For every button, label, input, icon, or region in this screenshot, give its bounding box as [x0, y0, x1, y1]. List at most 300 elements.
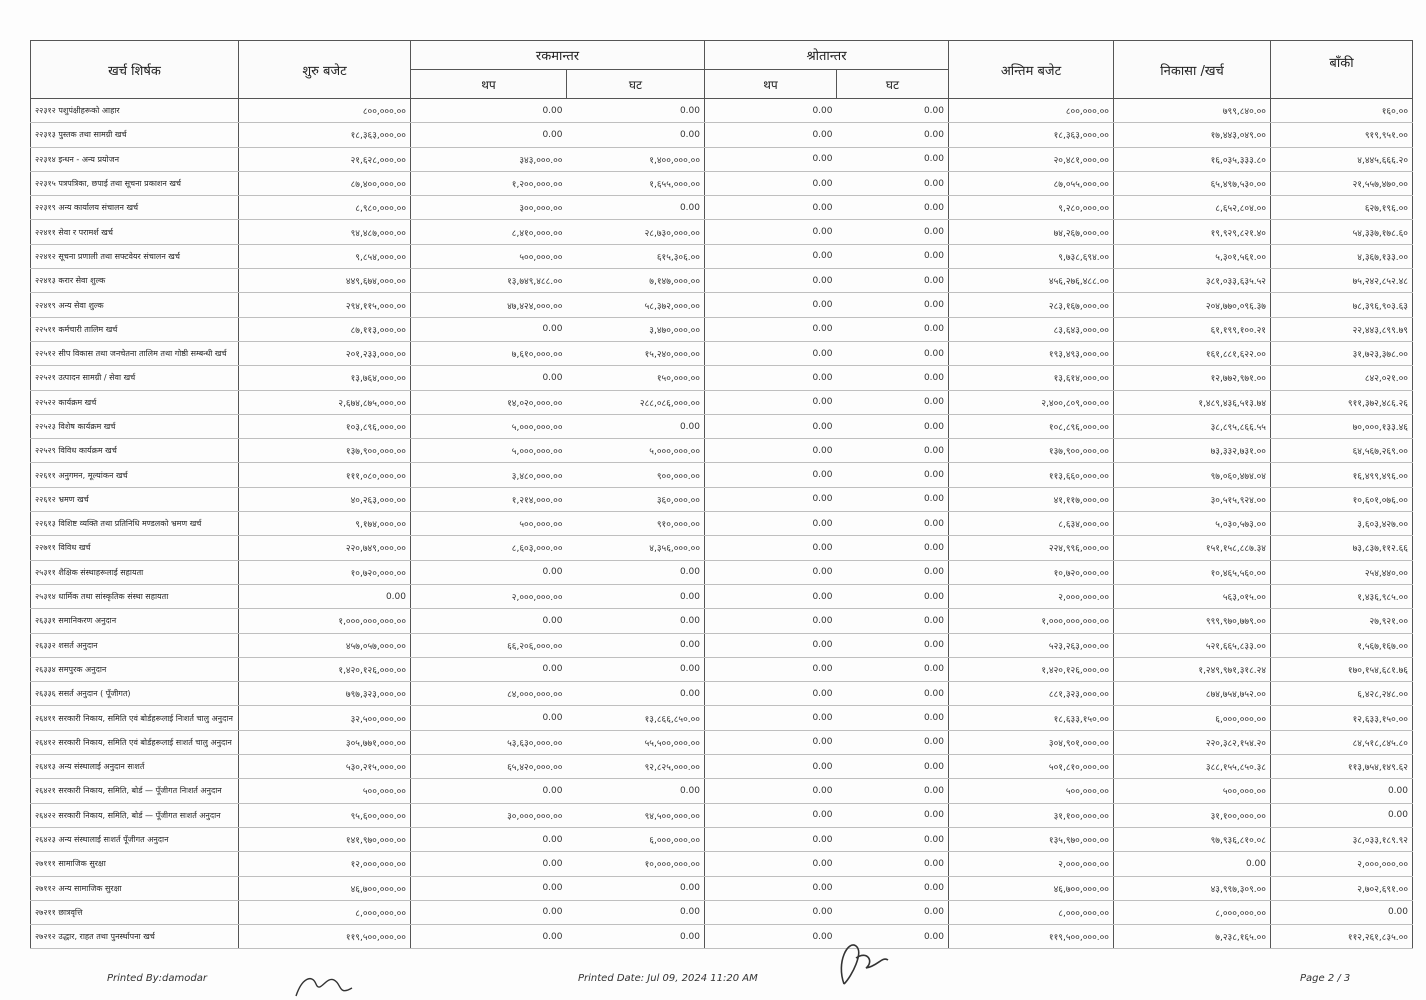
cell-transfer-plus: १,२००,०००.००: [411, 171, 567, 195]
cell-initial-budget: ८००,०००.००: [239, 99, 411, 123]
cell-expenditure: ३१,१००,०००.००: [1114, 803, 1271, 827]
col-initial-budget: शुरु बजेट: [239, 41, 411, 99]
cell-initial-budget: ५३०,२१५,०००.००: [239, 755, 411, 779]
cell-source-plus: 0.00: [705, 196, 837, 220]
cell-head: २२६१२ भ्रमण खर्च: [31, 487, 239, 511]
cell-head: २२६१३ विशिष्ट व्यक्ति तथा प्रतिनिधि मण्डलको भ्रमण खर्च: [31, 512, 239, 536]
cell-source-minus: 0.00: [837, 341, 949, 365]
cell-initial-budget: ९,८५४,०००.००: [239, 244, 411, 268]
cell-source-plus: 0.00: [705, 560, 837, 584]
cell-source-minus: 0.00: [837, 147, 949, 171]
cell-source-plus: 0.00: [705, 341, 837, 365]
cell-transfer-plus: ८४,०००,०००.००: [411, 682, 567, 706]
cell-transfer-minus: 0.00: [567, 560, 705, 584]
table-row: [31, 487, 1413, 511]
cell-head: २६४२१ सरकारी निकाय, समिति, बोर्ड — पूँजीगत निःशर्त अनुदान: [31, 779, 239, 803]
cell-source-minus: 0.00: [837, 803, 949, 827]
cell-transfer-plus: 0.00: [411, 123, 567, 147]
cell-balance: ५४,३३७,१७८.६०: [1271, 220, 1413, 244]
cell-initial-budget: ८,९८०,०००.००: [239, 196, 411, 220]
cell-head: २२७११ विविध खर्च: [31, 536, 239, 560]
cell-initial-budget: ११९,५००,०००.००: [239, 925, 411, 949]
cell-source-plus: 0.00: [705, 317, 837, 341]
cell-balance: ९११,३७२,४८६.२६: [1271, 390, 1413, 414]
cell-transfer-minus: १५०,०००.००: [567, 366, 705, 390]
cell-balance: ३,६०३,४२७.००: [1271, 512, 1413, 536]
cell-expenditure: ७,२३८,१६५.००: [1114, 925, 1271, 949]
table-row: [31, 706, 1413, 730]
cell-final-budget: ११९,५००,०००.००: [949, 925, 1114, 949]
col-transfer-minus: घट: [567, 70, 705, 99]
table-row: [31, 512, 1413, 536]
cell-transfer-minus: 0.00: [567, 196, 705, 220]
cell-source-minus: 0.00: [837, 827, 949, 851]
cell-transfer-plus: ६५,४२०,०००.००: [411, 755, 567, 779]
cell-final-budget: १,०००,०००,०००.००: [949, 609, 1114, 633]
cell-transfer-plus: 0.00: [411, 366, 567, 390]
cell-head: २६३३४ समपुरक अनुदान: [31, 657, 239, 681]
cell-expenditure: १५१,१५८,८८७.३४: [1114, 536, 1271, 560]
cell-transfer-plus: ५००,०००.००: [411, 512, 567, 536]
cell-transfer-minus: १५,२४०,०००.००: [567, 341, 705, 365]
cell-expenditure: ४३,९९७,३०९.००: [1114, 876, 1271, 900]
cell-balance: १७०,१५४,६८१.७६: [1271, 657, 1413, 681]
cell-initial-budget: ९,१७४,०००.००: [239, 512, 411, 536]
cell-expenditure: ७३,३३२,७३१.००: [1114, 439, 1271, 463]
cell-expenditure: ६,०००,०००.००: [1114, 706, 1271, 730]
cell-transfer-plus: ७,६१०,०००.००: [411, 341, 567, 365]
cell-balance: १६,४९९,४९६.००: [1271, 463, 1413, 487]
table-row: [31, 414, 1413, 438]
cell-transfer-plus: १३,७४९,४८८.००: [411, 269, 567, 293]
cell-source-plus: 0.00: [705, 439, 837, 463]
cell-source-plus: 0.00: [705, 536, 837, 560]
cell-source-plus: 0.00: [705, 682, 837, 706]
cell-final-budget: ९,७३८,६९४.००: [949, 244, 1114, 268]
cell-initial-budget: १०,७२०,०००.००: [239, 560, 411, 584]
cell-expenditure: ३८,८९५,८६६.५५: [1114, 414, 1271, 438]
cell-transfer-plus: 0.00: [411, 925, 567, 949]
cell-balance: ११२,२६१,८३५.००: [1271, 925, 1413, 949]
table-row: [31, 755, 1413, 779]
cell-head: २२३१९ अन्य कार्यालय संचालन खर्च: [31, 196, 239, 220]
cell-final-budget: २२४,९९६,०००.००: [949, 536, 1114, 560]
cell-transfer-plus: ४७,४२४,०००.००: [411, 293, 567, 317]
cell-initial-budget: १३,७६४,०००.००: [239, 366, 411, 390]
cell-source-plus: 0.00: [705, 803, 837, 827]
cell-source-minus: 0.00: [837, 900, 949, 924]
cell-source-plus: 0.00: [705, 584, 837, 608]
cell-balance: ७८,३९६,९०३.६३: [1271, 293, 1413, 317]
cell-source-minus: 0.00: [837, 925, 949, 949]
cell-expenditure: ५६३,०१५.००: [1114, 584, 1271, 608]
cell-balance: 0.00: [1271, 900, 1413, 924]
table-row: [31, 244, 1413, 268]
cell-head: २६३३२ शसर्त अनुदान: [31, 633, 239, 657]
cell-balance: ६४,५६७,२६९.००: [1271, 439, 1413, 463]
cell-balance: ९१९,९५१.००: [1271, 123, 1413, 147]
cell-head: २६४१३ अन्य संस्थालाई अनुदान सःशर्त: [31, 755, 239, 779]
cell-head: २२४१९ अन्य सेवा शुल्क: [31, 293, 239, 317]
cell-head: २७१११ सामाजिक सुरक्षा: [31, 852, 239, 876]
table-row: [31, 536, 1413, 560]
cell-head: २२४११ सेवा र परामर्श खर्च: [31, 220, 239, 244]
cell-initial-budget: ४५७,०५७,०००.००: [239, 633, 411, 657]
cell-transfer-minus: 0.00: [567, 609, 705, 633]
page-number: Page 2 / 3: [1300, 973, 1351, 984]
cell-source-plus: 0.00: [705, 147, 837, 171]
cell-transfer-plus: ३४३,०००.००: [411, 147, 567, 171]
cell-transfer-minus: ६१५,३०६.००: [567, 244, 705, 268]
cell-expenditure: ७९९,८४०.००: [1114, 99, 1271, 123]
cell-balance: २१,५५७,४७०.००: [1271, 171, 1413, 195]
cell-source-minus: 0.00: [837, 317, 949, 341]
col-final-budget: अन्तिम बजेट: [949, 41, 1114, 99]
cell-expenditure: ३८८,१५५,८५०.३८: [1114, 755, 1271, 779]
cell-head: २६३३६ ससर्त अनुदान ( पूँजीगत): [31, 682, 239, 706]
cell-source-plus: 0.00: [705, 123, 837, 147]
cell-head: २२६११ अनुगमन, मूल्यांकन खर्च: [31, 463, 239, 487]
cell-transfer-minus: ९२,८२५,०००.००: [567, 755, 705, 779]
cell-transfer-plus: ५३,६३०,०००.००: [411, 730, 567, 754]
table-row: [31, 317, 1413, 341]
cell-source-plus: 0.00: [705, 463, 837, 487]
cell-initial-budget: १३७,९००,०००.००: [239, 439, 411, 463]
cell-transfer-minus: २८८,०८६,०००.००: [567, 390, 705, 414]
cell-initial-budget: १८,३६३,०००.००: [239, 123, 411, 147]
cell-initial-budget: १११,०८०,०००.००: [239, 463, 411, 487]
cell-initial-budget: ४६,७००,०००.००: [239, 876, 411, 900]
cell-initial-budget: १,४२०,१२६,०००.००: [239, 657, 411, 681]
cell-head: २५३११ शैक्षिक संस्थाहरूलाई सहायता: [31, 560, 239, 584]
cell-expenditure: १२,७७२,९७१.००: [1114, 366, 1271, 390]
table-row: [31, 925, 1413, 949]
cell-source-minus: 0.00: [837, 487, 949, 511]
cell-source-minus: 0.00: [837, 220, 949, 244]
cell-transfer-minus: 0.00: [567, 584, 705, 608]
table-row: [31, 366, 1413, 390]
table-row: [31, 196, 1413, 220]
cell-transfer-minus: 0.00: [567, 99, 705, 123]
cell-balance: ७०,०००,१३३.४६: [1271, 414, 1413, 438]
cell-initial-budget: ४०,२६३,०००.००: [239, 487, 411, 511]
table-row: [31, 123, 1413, 147]
cell-transfer-plus: 0.00: [411, 706, 567, 730]
cell-balance: ६२७,१९६.००: [1271, 196, 1413, 220]
cell-initial-budget: ७९७,३२३,०००.००: [239, 682, 411, 706]
table-row: [31, 900, 1413, 924]
cell-source-plus: 0.00: [705, 706, 837, 730]
table-row: [31, 560, 1413, 584]
cell-final-budget: १०,७२०,०००.००: [949, 560, 1114, 584]
cell-initial-budget: ९५,६००,०००.००: [239, 803, 411, 827]
cell-transfer-minus: ३६०,०००.००: [567, 487, 705, 511]
cell-transfer-plus: १,२१४,०००.००: [411, 487, 567, 511]
initials-mark: [292, 970, 362, 1000]
cell-final-budget: ८७,०५५,०००.००: [949, 171, 1114, 195]
cell-final-budget: १३,६१४,०००.००: [949, 366, 1114, 390]
cell-balance: २,७०२,६९१.००: [1271, 876, 1413, 900]
cell-source-minus: 0.00: [837, 269, 949, 293]
cell-source-plus: 0.00: [705, 293, 837, 317]
cell-source-minus: 0.00: [837, 706, 949, 730]
cell-final-budget: ५००,०००.००: [949, 779, 1114, 803]
cell-head: २६४११ सरकारी निकाय, समिति एवं बोर्डहरूलाई निःशर्त चालु अनुदान: [31, 706, 239, 730]
cell-expenditure: ५,०३०,५७३.००: [1114, 512, 1271, 536]
cell-final-budget: ८८१,३२३,०००.००: [949, 682, 1114, 706]
cell-transfer-minus: १,६५५,०००.००: [567, 171, 705, 195]
cell-transfer-minus: 0.00: [567, 414, 705, 438]
cell-expenditure: १६१,८८१,६२२.००: [1114, 341, 1271, 365]
table-row: [31, 852, 1413, 876]
cell-head: २२३१४ इन्धन - अन्य प्रयोजन: [31, 147, 239, 171]
cell-balance: ३८,०३३,१८९.९२: [1271, 827, 1413, 851]
cell-transfer-minus: ७,१४७,०००.००: [567, 269, 705, 293]
cell-final-budget: ८,०००,०००.००: [949, 900, 1114, 924]
cell-final-budget: ८००,०००.००: [949, 99, 1114, 123]
cell-transfer-minus: ५,०००,०००.००: [567, 439, 705, 463]
table-row: [31, 171, 1413, 195]
cell-expenditure: ८७४,७५४,७५२.००: [1114, 682, 1271, 706]
cell-expenditure: १७,४४३,०४९.००: [1114, 123, 1271, 147]
cell-transfer-plus: ५,०००,०००.००: [411, 414, 567, 438]
cell-expenditure: ९७,०६०,४७४.०४: [1114, 463, 1271, 487]
signature-mark: [830, 932, 900, 994]
cell-initial-budget: २१,६२८,०००.००: [239, 147, 411, 171]
cell-final-budget: ४६,७००,०००.००: [949, 876, 1114, 900]
col-transfer: रकमान्तर: [411, 41, 705, 70]
cell-transfer-minus: 0.00: [567, 876, 705, 900]
cell-source-minus: 0.00: [837, 536, 949, 560]
cell-head: २६३३१ समानिकरण अनुदान: [31, 609, 239, 633]
table-row: [31, 682, 1413, 706]
cell-transfer-plus: 0.00: [411, 900, 567, 924]
cell-final-budget: १९३,४९३,०००.००: [949, 341, 1114, 365]
cell-balance: ७५,२४२,८५२.४८: [1271, 269, 1413, 293]
cell-transfer-minus: ६,०००,०००.००: [567, 827, 705, 851]
cell-source-minus: 0.00: [837, 390, 949, 414]
cell-transfer-plus: ५,०००,०००.००: [411, 439, 567, 463]
cell-source-plus: 0.00: [705, 852, 837, 876]
cell-expenditure: ५००,०००.००: [1114, 779, 1271, 803]
cell-source-plus: 0.00: [705, 779, 837, 803]
cell-expenditure: ९९९,९७०,७७९.००: [1114, 609, 1271, 633]
cell-balance: १०,६०१,०७६.००: [1271, 487, 1413, 511]
cell-source-plus: 0.00: [705, 730, 837, 754]
cell-transfer-minus: १,४००,०००.००: [567, 147, 705, 171]
cell-balance: ६,४२८,२४८.००: [1271, 682, 1413, 706]
cell-source-plus: 0.00: [705, 99, 837, 123]
cell-balance: २२,४४३,८९९.७९: [1271, 317, 1413, 341]
cell-source-minus: 0.00: [837, 609, 949, 633]
cell-transfer-plus: 0.00: [411, 876, 567, 900]
cell-head: २७२१२ उद्धार, राहत तथा पुनर्स्थापना खर्च: [31, 925, 239, 949]
col-head: खर्च शिर्षक: [31, 41, 239, 99]
col-transfer-plus: थप: [411, 70, 567, 99]
cell-transfer-plus: 0.00: [411, 657, 567, 681]
table-row: [31, 584, 1413, 608]
cell-final-budget: १८,३६३,०००.००: [949, 123, 1114, 147]
cell-transfer-minus: 0.00: [567, 925, 705, 949]
cell-final-budget: २,४००,८०९,०००.००: [949, 390, 1114, 414]
cell-head: २२५२१ उत्पादन सामग्री / सेवा खर्च: [31, 366, 239, 390]
cell-balance: १,५६७,१६७.००: [1271, 633, 1413, 657]
cell-source-minus: 0.00: [837, 171, 949, 195]
cell-final-budget: २,०००,०००.००: [949, 852, 1114, 876]
cell-transfer-plus: 0.00: [411, 317, 567, 341]
cell-transfer-minus: ९००,०००.००: [567, 463, 705, 487]
cell-source-minus: 0.00: [837, 682, 949, 706]
cell-source-plus: 0.00: [705, 609, 837, 633]
cell-transfer-plus: 0.00: [411, 779, 567, 803]
col-source-plus: थप: [705, 70, 837, 99]
table-row: [31, 609, 1413, 633]
cell-final-budget: ८,६३४,०००.००: [949, 512, 1114, 536]
cell-head: २२३१५ पत्रपत्रिका, छपाई तथा सूचना प्रकाशन खर्च: [31, 171, 239, 195]
cell-source-plus: 0.00: [705, 269, 837, 293]
cell-final-budget: ११३,६६०,०००.००: [949, 463, 1114, 487]
table-row: [31, 730, 1413, 754]
cell-source-minus: 0.00: [837, 414, 949, 438]
cell-transfer-plus: 0.00: [411, 560, 567, 584]
table-row: [31, 99, 1413, 123]
cell-transfer-plus: ३००,०००.००: [411, 196, 567, 220]
cell-final-budget: १८,६३३,१५०.००: [949, 706, 1114, 730]
cell-head: २६४२३ अन्य संस्थालाई सःशर्त पूँजीगत अनुदान: [31, 827, 239, 851]
cell-source-minus: 0.00: [837, 293, 949, 317]
cell-final-budget: ५२३,२६३,०००.००: [949, 633, 1114, 657]
cell-source-minus: 0.00: [837, 657, 949, 681]
cell-expenditure: २०४,७७०,०९६.३७: [1114, 293, 1271, 317]
cell-expenditure: ३८१,०३३,६३५.५२: [1114, 269, 1271, 293]
cell-initial-budget: ८,०००,०००.००: [239, 900, 411, 924]
cell-transfer-minus: 0.00: [567, 657, 705, 681]
table-row: [31, 269, 1413, 293]
cell-transfer-plus: ६६,२०६,०००.००: [411, 633, 567, 657]
cell-expenditure: ३०,५१५,९२४.००: [1114, 487, 1271, 511]
cell-transfer-plus: ३०,०००,०००.००: [411, 803, 567, 827]
cell-initial-budget: ३२,५००,०००.००: [239, 706, 411, 730]
cell-final-budget: ८३,६४३,०००.००: [949, 317, 1114, 341]
col-source-minus: घट: [837, 70, 949, 99]
cell-balance: १,४३६,९८५.००: [1271, 584, 1413, 608]
cell-balance: ७३,८३७,११२.६६: [1271, 536, 1413, 560]
cell-source-minus: 0.00: [837, 366, 949, 390]
cell-initial-budget: ९४,४८७,०००.००: [239, 220, 411, 244]
cell-transfer-minus: 0.00: [567, 900, 705, 924]
cell-transfer-minus: 0.00: [567, 682, 705, 706]
cell-transfer-plus: ३,४८०,०००.००: [411, 463, 567, 487]
cell-source-minus: 0.00: [837, 852, 949, 876]
cell-final-budget: ७४,२६७,०००.००: [949, 220, 1114, 244]
table-row: [31, 293, 1413, 317]
cell-final-budget: ५०१,८१०,०००.००: [949, 755, 1114, 779]
cell-transfer-plus: ५००,०००.००: [411, 244, 567, 268]
cell-expenditure: १९,९२९,८२१.४०: [1114, 220, 1271, 244]
cell-source-plus: 0.00: [705, 487, 837, 511]
cell-source-minus: 0.00: [837, 633, 949, 657]
cell-final-budget: २८३,१६७,०००.००: [949, 293, 1114, 317]
cell-transfer-minus: ३,४७०,०००.००: [567, 317, 705, 341]
cell-initial-budget: ४४९,६७४,०००.००: [239, 269, 411, 293]
cell-final-budget: ४१,११७,०००.००: [949, 487, 1114, 511]
cell-transfer-minus: 0.00: [567, 779, 705, 803]
cell-source-plus: 0.00: [705, 366, 837, 390]
table-row: [31, 633, 1413, 657]
cell-expenditure: २२०,३८२,१५४.२०: [1114, 730, 1271, 754]
cell-head: २२४१३ करार सेवा शुल्क: [31, 269, 239, 293]
cell-transfer-minus: १३,८६६,८५०.००: [567, 706, 705, 730]
cell-balance: ८४,५१८,८४५.८०: [1271, 730, 1413, 754]
cell-head: २२४१२ सूचना प्रणाली तथा सफ्टवेयर संचालन खर्च: [31, 244, 239, 268]
cell-balance: ८४२,०२१.००: [1271, 366, 1413, 390]
cell-source-minus: 0.00: [837, 244, 949, 268]
cell-head: २६४२२ सरकारी निकाय, समिति, बोर्ड — पूँजीगत सःशर्त अनुदान: [31, 803, 239, 827]
table-row: [31, 657, 1413, 681]
cell-transfer-plus: 0.00: [411, 609, 567, 633]
cell-expenditure: ६१,१९९,१००.२१: [1114, 317, 1271, 341]
cell-balance: 0.00: [1271, 803, 1413, 827]
cell-balance: ४,४४५,६६६.२०: [1271, 147, 1413, 171]
budget-table: [30, 40, 1413, 949]
cell-initial-budget: २२०,७४९,०००.००: [239, 536, 411, 560]
budget-rows: [31, 99, 1413, 949]
cell-source-plus: 0.00: [705, 171, 837, 195]
cell-expenditure: ६५,४९७,५३०.००: [1114, 171, 1271, 195]
cell-expenditure: १६,०३५,३३३.८०: [1114, 147, 1271, 171]
table-row: [31, 439, 1413, 463]
cell-initial-budget: ८७,४००,०००.००: [239, 171, 411, 195]
cell-source-plus: 0.00: [705, 244, 837, 268]
cell-head: २२५११ कर्मचारी तालिम खर्च: [31, 317, 239, 341]
cell-final-budget: ९,२८०,०००.००: [949, 196, 1114, 220]
cell-head: २६४१२ सरकारी निकाय, समिति एवं बोर्डहरूलाई सःशर्त चालु अनुदान: [31, 730, 239, 754]
cell-head: २५३१४ धार्मिक तथा सांस्कृतिक संस्था सहायता: [31, 584, 239, 608]
cell-initial-budget: १,०००,०००,०००.००: [239, 609, 411, 633]
cell-initial-budget: २९४,११५,०००.००: [239, 293, 411, 317]
cell-source-minus: 0.00: [837, 463, 949, 487]
cell-source-plus: 0.00: [705, 827, 837, 851]
cell-source-plus: 0.00: [705, 925, 837, 949]
cell-source-minus: 0.00: [837, 439, 949, 463]
cell-final-budget: ३०४,९०१,०००.००: [949, 730, 1114, 754]
cell-source-plus: 0.00: [705, 414, 837, 438]
cell-final-budget: १०८,८९६,०००.००: [949, 414, 1114, 438]
table-row: [31, 463, 1413, 487]
cell-source-plus: 0.00: [705, 512, 837, 536]
cell-transfer-minus: ९४,५००,०००.००: [567, 803, 705, 827]
cell-transfer-minus: 0.00: [567, 123, 705, 147]
table-row: [31, 147, 1413, 171]
cell-final-budget: ३१,१००,०००.००: [949, 803, 1114, 827]
cell-final-budget: २०,४८१,०००.००: [949, 147, 1114, 171]
cell-expenditure: ९७,९३६,८१०.०८: [1114, 827, 1271, 851]
cell-balance: २५४,४४०.००: [1271, 560, 1413, 584]
cell-source-plus: 0.00: [705, 876, 837, 900]
cell-expenditure: ८,६५२,८०४.००: [1114, 196, 1271, 220]
cell-expenditure: १,४८९,४३६,५१३.७४: [1114, 390, 1271, 414]
cell-head: २२५२९ विविध कार्यक्रम खर्च: [31, 439, 239, 463]
cell-source-plus: 0.00: [705, 390, 837, 414]
col-source-transfer: श्रोतान्तर: [705, 41, 949, 70]
cell-final-budget: १३७,९००,०००.००: [949, 439, 1114, 463]
cell-source-plus: 0.00: [705, 755, 837, 779]
table-row: [31, 803, 1413, 827]
cell-expenditure: १,२४९,९७१,३१८.२४: [1114, 657, 1271, 681]
cell-balance: २७,९२१.००: [1271, 609, 1413, 633]
cell-source-minus: 0.00: [837, 512, 949, 536]
cell-head: २७११२ अन्य सामाजिक सुरक्षा: [31, 876, 239, 900]
